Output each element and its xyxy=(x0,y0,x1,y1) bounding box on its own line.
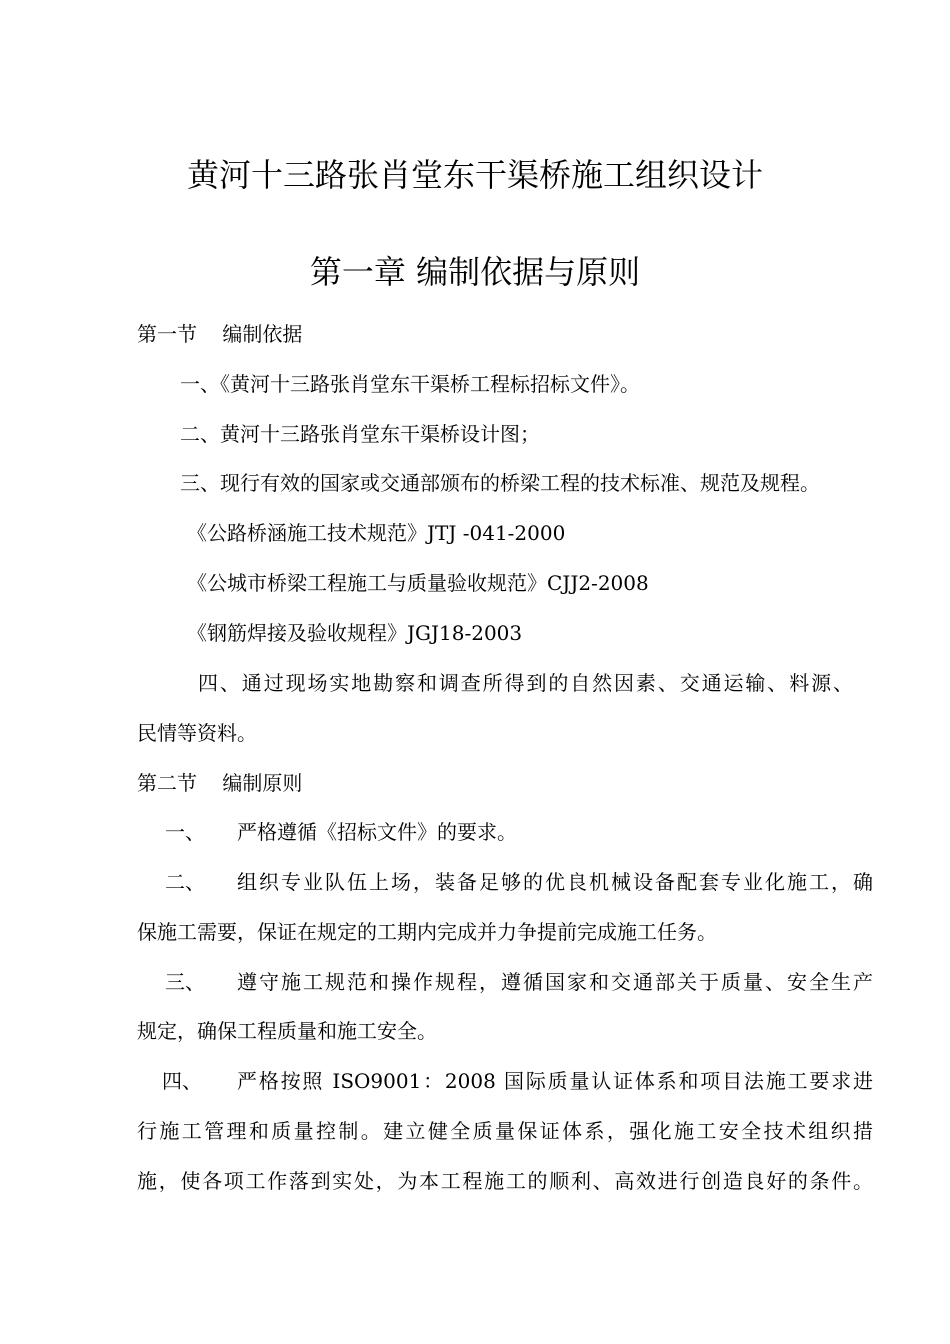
chapter-title: 第一章 编制依据与原则 xyxy=(309,253,641,291)
principle-1-number: 一、 xyxy=(165,820,205,844)
section-heading-basis: 第一节 编制依据 xyxy=(137,322,303,346)
section-heading-principles: 第二节 编制原则 xyxy=(137,771,303,795)
principle-1-text: 严格遵循《招标文件》的要求。 xyxy=(237,820,517,844)
basis-item-2: 二、黄河十三路张肖堂东干渠桥设计图； xyxy=(180,422,540,446)
principle-3-number: 三、 xyxy=(165,970,205,994)
principle-3-line-2: 规定，确保工程质量和施工安全。 xyxy=(137,1019,437,1043)
principle-2-line-2: 保施工需要，保证在规定的工期内完成并力争提前完成施工任务。 xyxy=(137,920,717,944)
principle-4-line-3: 施，使各项工作落到实处，为本工程施工的顺利、高效进行创造良好的条件。 xyxy=(137,1169,873,1193)
basis-item-4-line-2: 民情等资料。 xyxy=(137,721,257,745)
principle-4-line-2: 行施工管理和质量控制。建立健全质量保证体系，强化施工安全技术组织措 xyxy=(137,1119,873,1143)
standard-item-1: 《公路桥涵施工技术规范》JTJ -041-2000 xyxy=(187,521,566,545)
basis-item-3: 三、现行有效的国家或交通部颁布的桥梁工程的技术标准、规范及规程。 xyxy=(180,471,820,495)
principle-4-number: 四、 xyxy=(162,1069,202,1093)
document-title: 黄河十三路张肖堂东干渠桥施工组织设计 xyxy=(186,156,763,194)
standard-item-3: 《钢筋焊接及验收规程》JGJ18-2003 xyxy=(187,621,523,645)
principle-2-line-1: 组织专业队伍上场，装备足够的优良机械设备配套专业化施工，确 xyxy=(237,870,873,894)
principle-2-number: 二、 xyxy=(165,870,205,894)
principle-3-line-1: 遵守施工规范和操作规程，遵循国家和交通部关于质量、安全生产 xyxy=(237,970,873,994)
basis-item-4-line-1: 四、通过现场实地勘察和调查所得到的自然因素、交通运输、料源、 xyxy=(198,671,853,695)
standard-item-2: 《公城市桥梁工程施工与质量验收规范》CJJ2-2008 xyxy=(187,571,649,595)
principle-4-line-1: 严格按照 ISO9001：2008 国际质量认证体系和项目法施工要求进 xyxy=(237,1069,873,1093)
basis-item-1: 一、《黄河十三路张肖堂东干渠桥工程标招标文件》。 xyxy=(180,372,640,396)
